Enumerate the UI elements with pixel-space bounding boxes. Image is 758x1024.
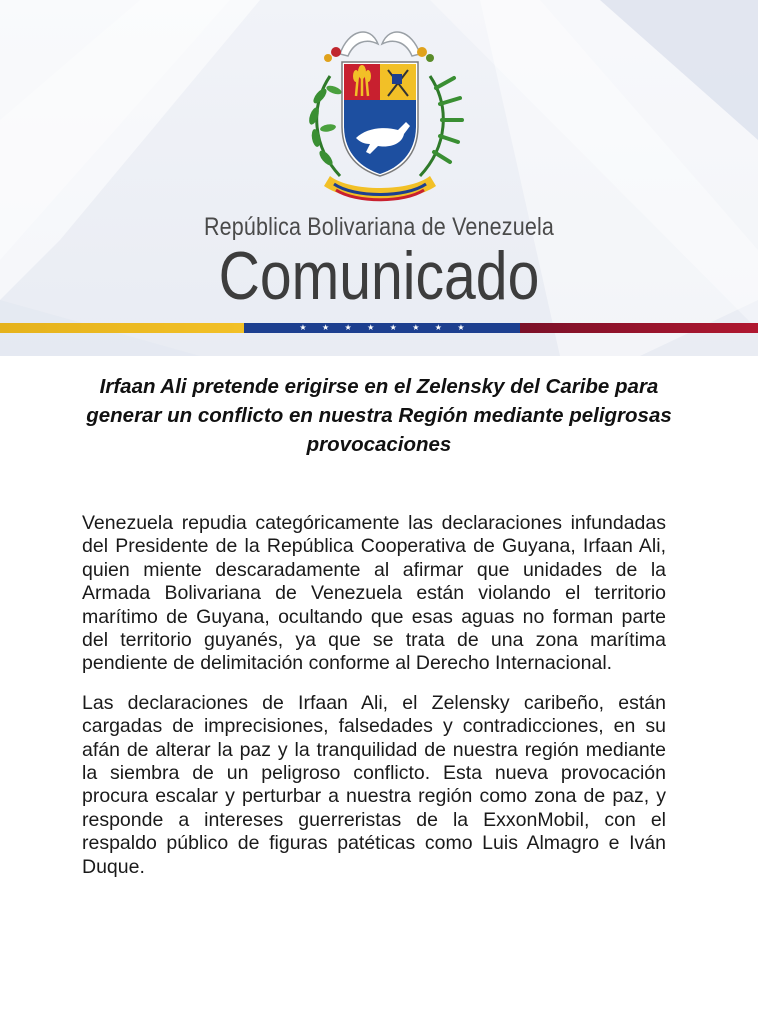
communique-headline: Irfaan Ali pretende erigirse en el Zelensky del Caribe para generar un conflicto en nuestra Región mediante peligrosas provocaciones [86, 375, 672, 456]
star-icon: ★ [321, 323, 330, 332]
venezuelan-flag-band [0, 323, 758, 333]
communique-title: Comunicado [218, 238, 540, 314]
star-icon: ★ [367, 323, 375, 332]
body-paragraph: Las declaraciones de Irfaan Ali, el Zelensky caribeño, están cargadas de imprecisiones, falsedades y contradicciones, en su afán de alterar la paz y la tranquilidad de nuestra región mediante la siembra de un peligroso conflicto. Esta nueva provocación procura escalar y perturbar a nuestra región como zona de paz, y responde a intereses guerreristas de la ExxonMobil, con el respaldo público de figuras patéticas como Luis Almagro e Iván Duque. [82, 691, 666, 878]
star-icon: ★ [344, 323, 352, 332]
star-icon: ★ [389, 323, 397, 332]
star-icon: ★ [434, 323, 442, 332]
star-icon: ★ [299, 323, 307, 332]
coat-of-arms-icon [290, 16, 470, 206]
communique-body [82, 512, 666, 895]
flag-red-stripe [520, 323, 758, 333]
flag-yellow-stripe [0, 323, 244, 333]
republic-name: República Bolivariana de Venezuela [203, 213, 555, 241]
star-icon: ★ [457, 323, 465, 332]
communique-header [0, 0, 758, 356]
star-icon: ★ [412, 323, 420, 332]
flag-blue-stripe [244, 323, 520, 333]
body-paragraph: Venezuela repudia categóricamente las declaraciones infundadas del Presidente de la República Cooperativa de Guyana, Irfaan Ali, quien miente descaradamente al afirmar que unidades de la Armada Bolivariana de Venezuela están violando el territorio marítimo de Guyana, ocultando que esas aguas no forman parte del territorio guyanés, ya que se trata de una zona marítima pendiente de delimitación conforme al Derecho Internacional. [82, 512, 666, 675]
